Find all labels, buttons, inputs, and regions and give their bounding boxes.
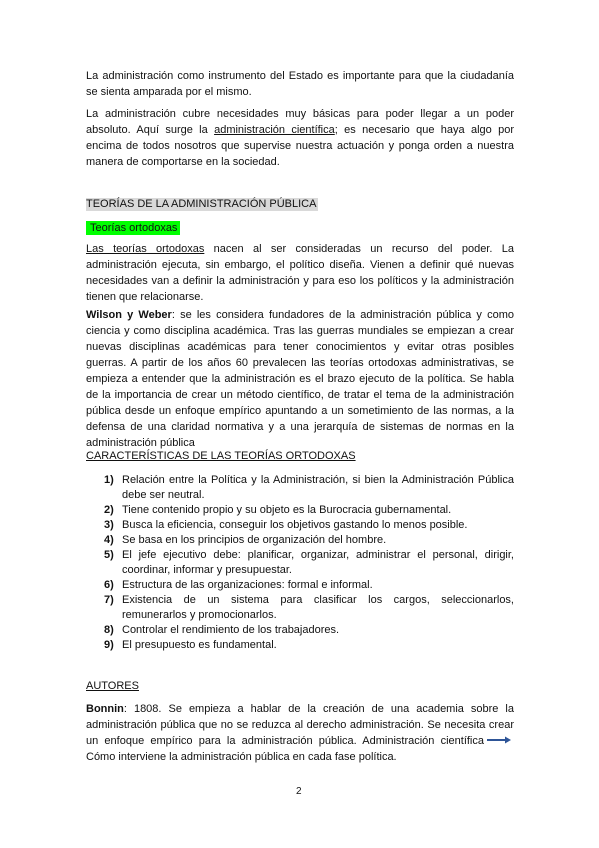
bonnin-name: Bonnin xyxy=(86,703,124,715)
authors-title-text: AUTORES xyxy=(86,680,139,692)
section-title-text: TEORÍAS DE LA ADMINISTRACIÓN PÚBLICA xyxy=(86,198,317,210)
list-item-number: 5) xyxy=(104,549,114,561)
list-item-text: El jefe ejecutivo debe: planificar, organizar, administrar el personal, dirigir, coordinar, informar y presupuestar. xyxy=(122,549,514,576)
list-item xyxy=(104,638,514,653)
list-item-text: Se basa en los principios de organización del hombre. xyxy=(122,534,387,546)
bonnin-text: : 1808. Se empieza a hablar de la creación de una academia sobre la administración pública que no se reduzca al derecho administración. Se necesita crear un enfoque empírico para la administración pública. Administración científica xyxy=(86,703,514,747)
list-item-number: 8) xyxy=(104,624,114,636)
intro-text-2-end: ; es necesario que haya algo por encima de todos nosotros que supervise nuestra actuación y ponga orden a nuestra manera de comportarse en la sociedad. xyxy=(86,124,515,168)
list-item xyxy=(104,593,514,623)
section-title xyxy=(86,197,318,212)
list-item-text: Existencia de un sistema para clasificar los cargos, seleccionarlos, remunerarlos y promocionarlos. xyxy=(122,594,514,621)
section-subtitle-text: Teorías ortodoxas xyxy=(86,221,180,235)
bonnin-text-after-arrow: Cómo interviene la administración pública en cada fase política. xyxy=(86,751,397,764)
wilson-weber-text: : se les considera fundadores de la administración pública y como ciencia y como disciplina académica. Tras las guerras mundiales se empiezan a crear nuevas disciplinas académicas para tener conocimientos y evitar otras posibles guerras. A partir de los años 60 prevalecen las teorías ortodoxas administrativas, se empieza a entender que la administración es el brazo ejecuto de la política. Se habla de la importancia de crear un método científico, de tratar el tema de la administración pública desde un enfoque empírico apuntando a un sometimiento de las normas, a la defensa de una claridad normativa y a una jerarquía de sistemas de normas en la administración pública xyxy=(86,309,514,449)
section-subtitle xyxy=(86,221,180,236)
list-item-number: 2) xyxy=(104,504,114,516)
list-item-number: 7) xyxy=(104,594,114,606)
list-item-text: Relación entre la Política y la Administración, si bien la Administración Pública debe ser neutral. xyxy=(122,474,514,501)
list-item xyxy=(104,518,514,533)
characteristics-list xyxy=(104,473,514,653)
list-item-text: Tiene contenido propio y su objeto es la Burocracia gubernamental. xyxy=(122,504,452,516)
intro-text-1: La administración como instrumento del Estado es importante para que la ciudadanía se sienta amparada por el mismo. xyxy=(86,70,514,98)
intro-text-2-start: La administración cubre necesidades muy básicas para poder llegar a un poder absoluto. Aquí surge la xyxy=(86,108,514,136)
list-item-number: 6) xyxy=(104,579,114,591)
orthodox-text: nacen al ser consideradas un recurso del poder. La administración ejecuta, sin embargo, el político diseña. Vienen a definir qué nuevas necesidades van a definir la administración y para eso los políticos y la administración tienen que relacionarse. xyxy=(86,243,514,303)
intro-paragraph-2 xyxy=(86,106,514,170)
list-item-number: 9) xyxy=(104,639,114,651)
intro-paragraph-1 xyxy=(86,68,514,100)
bonnin-paragraph xyxy=(86,701,514,765)
orthodox-term: Las teorías ortodoxas xyxy=(86,243,205,255)
list-item-number: 1) xyxy=(104,474,114,486)
list-item xyxy=(104,533,514,548)
characteristics-title-text: CARACTERÍSTICAS DE LAS TEORÍAS ORTODOXAS xyxy=(86,450,356,462)
wilson-weber-paragraph xyxy=(86,307,514,451)
list-item xyxy=(104,548,514,578)
list-item-number: 3) xyxy=(104,519,114,531)
list-item-number: 4) xyxy=(104,534,114,546)
wilson-weber-name: Wilson y Weber xyxy=(86,309,172,321)
list-item xyxy=(104,473,514,503)
list-item-text: Controlar el rendimiento de los trabajadores. xyxy=(122,624,340,636)
page-number: 2 xyxy=(296,786,302,797)
list-item xyxy=(104,503,514,518)
underlined-term: administración científica xyxy=(214,124,335,136)
orthodox-paragraph xyxy=(86,241,514,305)
characteristics-title xyxy=(86,449,356,464)
list-item-text: Estructura de las organizaciones: formal e informal. xyxy=(122,579,373,591)
right-arrow-icon xyxy=(486,733,512,749)
authors-title xyxy=(86,679,139,694)
list-item-text: Busca la eficiencia, conseguir los objetivos gastando lo menos posible. xyxy=(122,519,468,531)
list-item xyxy=(104,578,514,593)
list-item xyxy=(104,623,514,638)
list-item-text: El presupuesto es fundamental. xyxy=(122,639,277,651)
